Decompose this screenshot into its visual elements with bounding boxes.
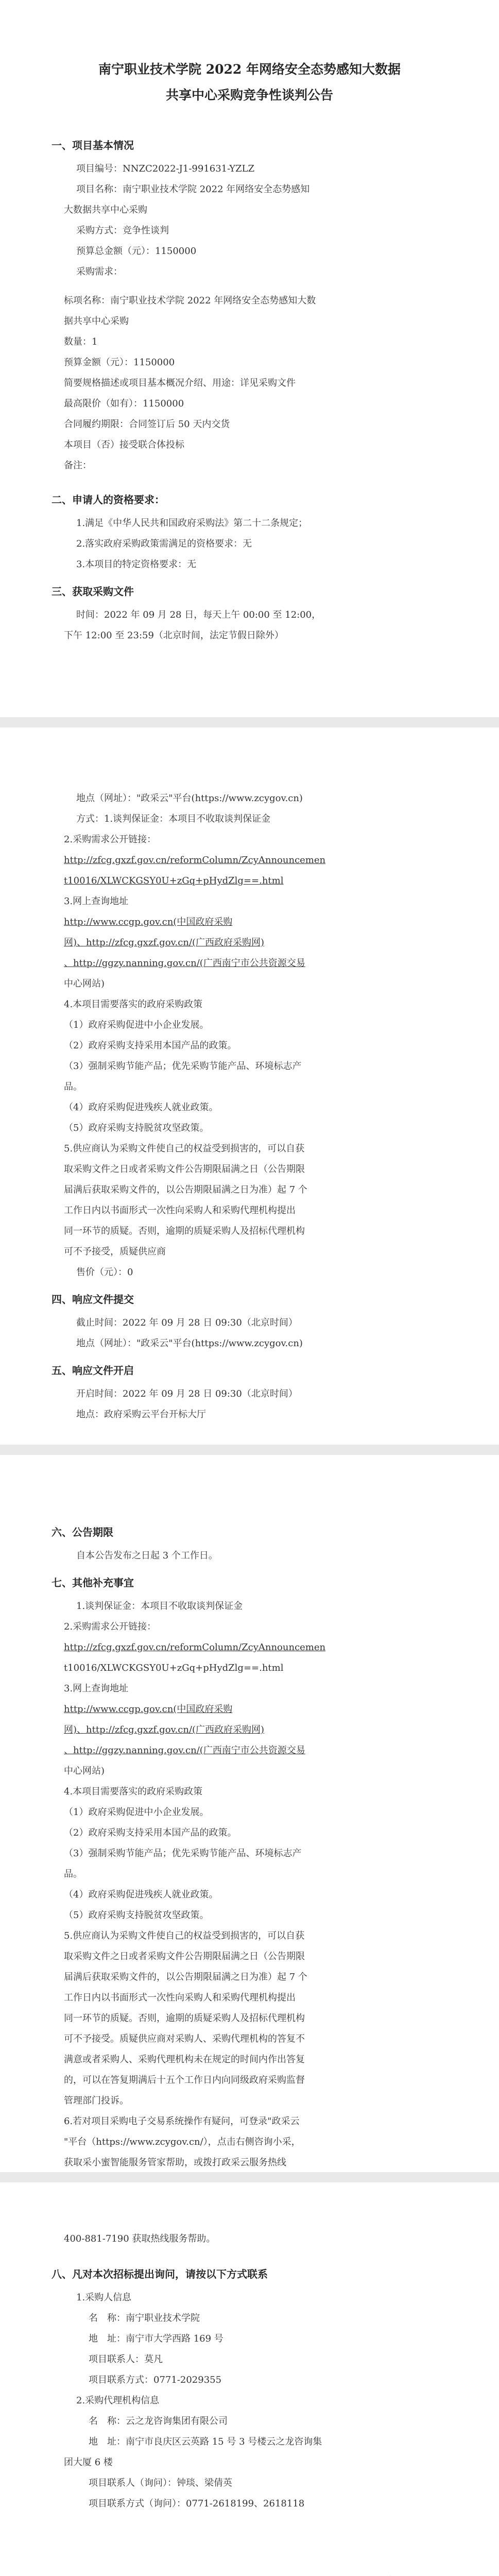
supplement-challenge-line-5: 同一环节的质疑。否则，逾期的质疑采购人及招标代理机构: [64, 2013, 305, 2024]
policy-label: 4.本项目需要落实的政府采购政策: [64, 999, 203, 1010]
supplement-query-nanning[interactable]: 、http://ggzy.nanning.gov.cn/(广西南宁市公共资源交易: [64, 1745, 305, 1756]
supplement-policy-3-tail: 品。: [64, 1869, 82, 1879]
procurement-method: 采购方式：竞争性谈判: [76, 225, 169, 236]
project-number: 项目编号：NNZC2022-J1-991631-YZLZ: [76, 163, 255, 174]
supplement-challenge-line-7: 满意或者采购人、采购代理机构未在规定的时间内作出答复: [64, 2054, 305, 2065]
submission-deadline: 截止时间：2022 年 09 月 28 日 09:30（北京时间）: [76, 1317, 298, 1328]
supplement-policy-3: （3）强制采购节能产品；优先采购节能产品、环境标志产: [64, 1848, 302, 1859]
qualification-item-3: 3.本项目的特定资格要求：无: [76, 559, 197, 570]
document-page-3: [0, 1455, 499, 2172]
contract-period: 合同履约期限：合同签订后 50 天内交货: [64, 419, 230, 430]
supplement-policy-2: （2）政府采购支持采用本国产品的政策。: [64, 1827, 237, 1838]
supplement-query-nanning-tail: 中心网站): [64, 1766, 105, 1776]
supplement-item-4: 4.本项目需要落实的政府采购政策: [64, 1786, 203, 1797]
query-link-nanning[interactable]: 、http://ggzy.nanning.gov.cn/(广西南宁市公共资源交易: [64, 958, 305, 969]
query-link-gxzf[interactable]: 网)、http://zfcg.gxzf.gov.cn/(广西政府采购网): [64, 937, 265, 948]
section-5-heading: 五、响应文件开启: [51, 1364, 134, 1377]
policy-item-1: （1）政府采购促进中小企业发展。: [64, 1020, 209, 1030]
support-line-1: 6.若对项目采购电子交易系统操作有疑问，可登录"政采云: [64, 2116, 300, 2127]
qualification-item-2: 2.落实政府采购政策需满足的资格要求：无: [76, 538, 252, 549]
publish-date: [51, 2571, 448, 2576]
obtain-time-line-2: 下午 12:00 至 23:59（北京时间，法定节假日除外）: [64, 630, 284, 641]
support-line-2: "平台（https://www.zcygov.cn/），点击右侧咨询小采，: [64, 2137, 301, 2147]
publish-link-label: 2.采购需求公开链接：: [64, 834, 157, 845]
opening-location: 地点：政府采购云平台开标大厅: [76, 1409, 206, 1420]
submission-address: 地点（网址）："政采云"平台(https://www.zcygov.cn): [76, 1338, 303, 1349]
supplement-policy-4: （4）政府采购促进残疾人就业政策。: [64, 1889, 218, 1900]
max-price: 最高限价（如有）：1150000: [64, 398, 184, 409]
supplement-challenge-line-8: 的，可以在答复期满后十五个工作日内向同级政府采购监督: [64, 2075, 305, 2086]
package-name-line-2: 据共享中心采购: [64, 316, 129, 327]
supplement-query-gxzf[interactable]: 网)、http://zfcg.gxzf.gov.cn/(广西政府采购网): [64, 1724, 265, 1735]
policy-item-2: （2）政府采购支持采用本国产品的政策。: [64, 1040, 237, 1051]
supplement-policy-1: （1）政府采购促进中小企业发展。: [64, 1807, 209, 1818]
obtain-method: 方式：1.谈判保证金：本项目不收取谈判保证金: [76, 814, 271, 824]
policy-item-3: （3）强制采购节能产品；优先采购节能产品、环境标志产: [64, 1061, 302, 1072]
document-page-1: [0, 0, 499, 717]
supplement-challenge-line-6: 可不予接受。质疑供应商对采购人、采购代理机构的答复不: [64, 2033, 305, 2044]
agent-phone: 项目联系方式（询问）：0771-2618199、2618118: [89, 2498, 305, 2509]
query-link-ccgp[interactable]: http://www.ccgp.gov.cn(中国政府采购: [64, 917, 233, 927]
requirement-label: 采购需求：: [76, 266, 123, 277]
buyer-contact: 项目联系人：莫凡: [89, 2354, 163, 2365]
supplement-query-ccgp[interactable]: http://www.ccgp.gov.cn(中国政府采购: [64, 1704, 233, 1715]
challenge-line-6: 可不予接受，质疑供应商: [64, 1246, 166, 1257]
agent-contact: 项目联系人（询问）：钟琰、梁倩英: [89, 2478, 232, 2488]
section-4-heading: 四、响应文件提交: [51, 1293, 134, 1306]
query-address-label: 3.网上查询地址: [64, 896, 129, 907]
section-3-heading: 三、获取采购文件: [51, 585, 134, 598]
policy-item-4: （4）政府采购促进残疾人就业政策。: [64, 1102, 218, 1113]
buyer-info-label: 1.采购人信息: [76, 2292, 132, 2303]
buyer-name: 名 称：南宁职业技术学院: [89, 2313, 200, 2324]
agent-name: 名 称：云之龙咨询集团有限公司: [89, 2416, 228, 2427]
consortium-note: 本项目（否）接受联合体投标: [64, 439, 184, 450]
obtain-time-line-1: 时间：2022 年 09 月 28 日，每天上午 00:00 至 12:00，: [76, 609, 321, 620]
quantity: 数量：1: [64, 336, 98, 347]
supplement-item-2: 2.采购需求公开链接：: [64, 1621, 157, 1632]
opening-time: 开启时间：2022 年 09 月 28 日 09:30（北京时间）: [76, 1388, 298, 1399]
agent-address-line-2: 团大厦 6 楼: [64, 2457, 113, 2468]
obtain-address: 地点（网址）："政采云"平台(https://www.zcygov.cn): [76, 793, 303, 804]
budget-total: 预算总金额（元）：1150000: [76, 246, 197, 257]
spec-description: 简要规格描述或项目基本概况介绍、用途：详见采购文件: [64, 378, 296, 388]
title-line-1: 南宁职业技术学院 2022 年网络安全态势感知大数据: [98, 62, 401, 77]
budget-amount: 预算金额（元）：1150000: [64, 357, 175, 368]
support-hotline: 400-881-7190 获取热线服务帮助。: [64, 2233, 216, 2244]
title-line-2: 共享中心采购竞争性谈判公告: [165, 88, 333, 103]
page-title: [51, 57, 448, 108]
supplement-link-line-1[interactable]: http://zfcg.gxzf.gov.cn/reformColumn/ZcyAnnouncemen: [64, 1642, 326, 1653]
buyer-phone: 项目联系方式：0771-2029355: [89, 2375, 222, 2385]
challenge-line-2: 取采购文件之日或者采购文件公告期限届满之日（公告期限: [64, 1164, 305, 1175]
project-name-line-2: 大数据共享中心采购: [64, 205, 147, 215]
document-page-4: [0, 2182, 499, 2576]
query-link-nanning-tail: 中心网站): [64, 978, 105, 989]
policy-item-5: （5）政府采购支持脱贫攻坚政策。: [64, 1123, 209, 1133]
buyer-address: 地 址：南宁市大学西路 169 号: [89, 2333, 223, 2344]
agent-info-label: 2.采购代理机构信息: [76, 2395, 160, 2406]
section-6-heading: 六、公告期限: [51, 1526, 113, 1538]
document-price: 售价（元）：0: [76, 1267, 133, 1278]
challenge-line-3: 届满后获取采购文件的，以公告期限届满之日为准）起 7 个: [64, 1184, 307, 1195]
support-line-3: 获取采小蜜智能服务管家帮助，或拨打政采云服务热线: [64, 2157, 286, 2168]
agent-address-line-1: 地 址：南宁市良庆区云英路 15 号 3 号楼云之龙咨询集: [89, 2436, 322, 2447]
project-name-line-1: 项目名称：南宁职业技术学院 2022 年网络安全态势感知: [76, 184, 310, 195]
section-1-heading: 一、项目基本情况: [51, 139, 134, 151]
supplement-challenge-line-1: 5.供应商认为采购文件使自己的权益受到损害的，可以自获: [64, 1930, 305, 1941]
challenge-line-5: 同一环节的质疑。否则，逾期的质疑采购人及招标代理机构: [64, 1226, 305, 1236]
package-name-line-1: 标项名称：南宁职业技术学院 2022 年网络安全态势感知大数: [64, 295, 316, 306]
policy-item-3-tail: 品。: [64, 1081, 82, 1092]
section-8-heading: 八、凡对本次招标提出询问，请按以下方式联系: [51, 2268, 268, 2280]
challenge-line-1: 5.供应商认为采购文件使自己的权益受到损害的，可以自获: [64, 1143, 305, 1154]
document-page-2: [0, 727, 499, 1445]
section-7-heading: 七、其他补充事宜: [51, 1577, 134, 1589]
remark: 备注：: [64, 460, 92, 471]
supplement-challenge-line-9: 管理部门投诉。: [64, 2095, 129, 2106]
publish-link-line-1[interactable]: http://zfcg.gxzf.gov.cn/reformColumn/ZcyAnnouncemen: [64, 855, 326, 866]
qualification-item-1: 1.满足《中华人民共和国政府采购法》第二十二条规定；: [76, 518, 308, 529]
supplement-challenge-line-2: 取采购文件之日或者采购文件公告期限届满之日（公告期限: [64, 1951, 305, 1962]
supplement-policy-5: （5）政府采购支持脱贫攻坚政策。: [64, 1910, 209, 1921]
supplement-challenge-line-3: 届满后获取采购文件的，以公告期限届满之日为准）起 7 个: [64, 1972, 307, 1982]
supplement-challenge-line-4: 工作日内以书面形式一次性向采购人和采购代理机构提出: [64, 1992, 296, 2003]
notice-period: 自本公告发布之日起 3 个工作日。: [76, 1550, 218, 1561]
supplement-link-line-2[interactable]: t10016/XLWCKGSY0U+zGq+pHydZlg==.html: [64, 1663, 284, 1673]
section-2-heading: 二、申请人的资格要求：: [51, 494, 165, 506]
challenge-line-4: 工作日内以书面形式一次性向采购人和采购代理机构提出: [64, 1205, 296, 1216]
publish-link-line-2[interactable]: t10016/XLWCKGSY0U+zGq+pHydZlg==.html: [64, 875, 284, 886]
supplement-item-1: 1.谈判保证金：本项目不收取谈判保证金: [76, 1601, 243, 1612]
supplement-item-3: 3.网上查询地址: [64, 1683, 129, 1694]
